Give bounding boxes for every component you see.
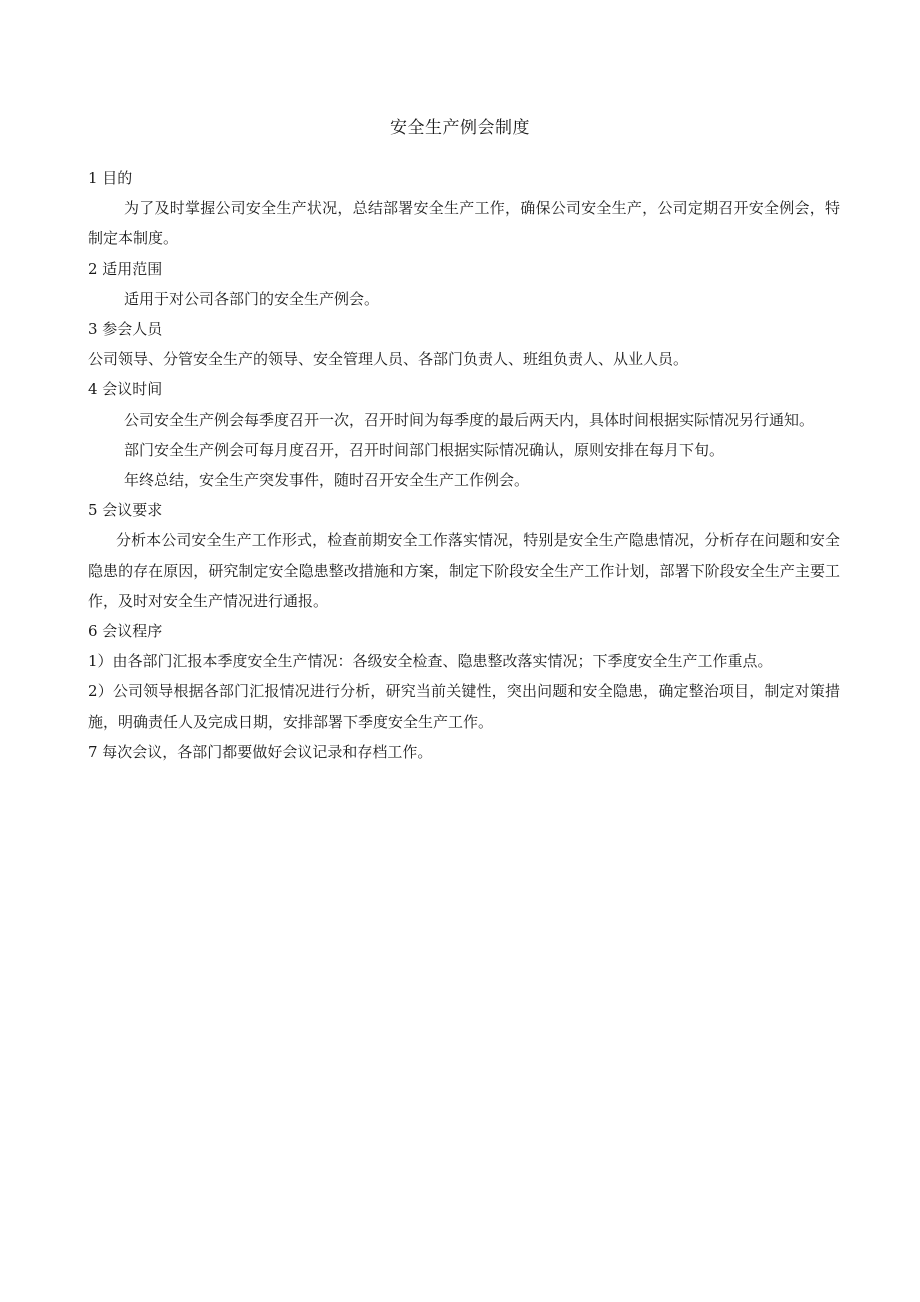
section-3-heading: 3 参会人员 (88, 320, 163, 339)
section-5-body: 分析本公司安全生产工作形式，检查前期安全工作落实情况，特别是安全生产隐患情况，分析存在问题和安全隐患的存在原因，研究制定安全隐患整改措施和方案，制定下阶段安全生产工作计划，部署下阶段安全生产主要工作，及时对安全生产情况进行通报。 (88, 531, 840, 610)
section-7-text: 7 每次会议，各部门都要做好会议记录和存档工作。 (88, 742, 433, 761)
section-4-paragraph-3: 年终总结，安全生产突发事件，随时召开安全生产工作例会。 (124, 471, 530, 490)
section-3-body: 公司领导、分管安全生产的领导、安全管理人员、各部门负责人、班组负责人、从业人员。 (88, 350, 689, 369)
section-6-item-2: 2）公司领导根据各部门汇报情况进行分析，研究当前关键性，突出问题和安全隐患，确定整治项目，制定对策措施，明确责任人及完成日期，安排部署下季度安全生产工作。 (88, 682, 840, 731)
document-body (88, 163, 840, 767)
section-1-body: 为了及时掌握公司安全生产状况，总结部署安全生产工作，确保公司安全生产，公司定期召开安全例会，特制定本制度。 (88, 199, 840, 248)
document-title: 安全生产例会制度 (390, 118, 530, 138)
section-4-heading: 4 会议时间 (88, 380, 163, 399)
section-6-heading: 6 会议程序 (88, 622, 163, 641)
section-2-body: 适用于对公司各部门的安全生产例会。 (124, 289, 380, 308)
section-5-heading: 5 会议要求 (88, 501, 163, 520)
section-1-heading: 1 目的 (88, 169, 133, 187)
section-6-item-1: 1）由各部门汇报本季度安全生产情况：各级安全检查、隐患整改落实情况；下季度安全生产工作重点。 (88, 652, 773, 671)
section-2-heading: 2 适用范围 (88, 259, 163, 278)
section-4-paragraph-1: 公司安全生产例会每季度召开一次，召开时间为每季度的最后两天内，具体时间根据实际情况另行通知。 (124, 410, 815, 429)
section-4-paragraph-2: 部门安全生产例会可每月度召开，召开时间部门根据实际情况确认，原则安排在每月下旬。 (124, 440, 725, 459)
